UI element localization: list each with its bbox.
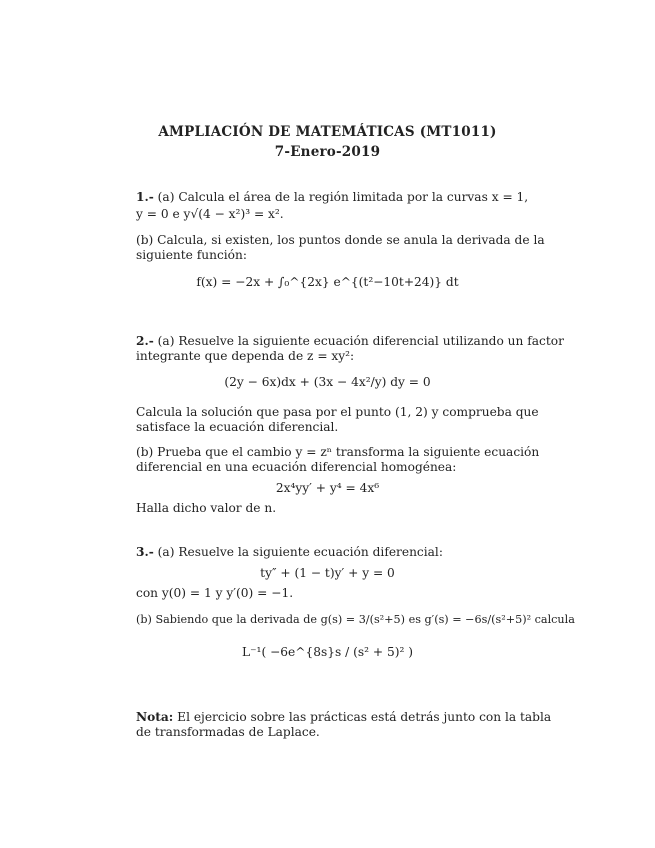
note-label: Nota: [136,710,174,724]
problem2-part-a-line1 [136,334,564,349]
problem3-equation-a: ty″ + (1 − t)y′ + y = 0 [260,566,395,580]
problem3-part-b-line: (b) Sabiendo que la derivada de g(s) = 3/(s²+5) es g′(s) = −6s/(s²+5)² calcula [136,613,575,626]
problem3-equation-b: L⁻¹( −6e^{8s}s / (s² + 5)² ) [242,645,413,659]
problem2-part-a-text1: (a) Resuelve la siguiente ecuación diferencial utilizando un factor [157,334,564,348]
exam-title: AMPLIACIÓN DE MATEMÁTICAS (MT1011) [158,124,497,140]
problem2-text-line2: satisface la ecuación diferencial. [136,420,339,434]
problem2-equation-b: 2x⁴yy′ + y⁴ = 4x⁶ [275,481,380,495]
note-text1: El ejercicio sobre las prácticas está detrás junto con la tabla [177,710,552,724]
problem2-part-b-line1: (b) Prueba que el cambio y = zⁿ transforma la siguiente ecuación [136,445,540,459]
problem1-equation: f(x) = −2x + ∫₀^{2x} e^{(t²−10t+24)} dt [196,275,459,289]
problem3-part-a-text1: (a) Resuelve la siguiente ecuación diferencial: [157,545,443,559]
problem3-conditions: con y(0) = 1 y y′(0) = −1. [136,586,294,600]
exam-date: 7-Enero-2019 [274,144,381,160]
problem1-part-a-line1 [136,190,529,205]
note-line1 [136,710,552,725]
problem1-part-a-text1: (a) Calcula el área de la región limitada por la curvas x = 1, [157,190,529,204]
problem1-part-b-line2: siguiente función: [136,248,247,262]
problem2-text-line1: Calcula la solución que pasa por el punto (1, 2) y comprueba que [136,405,539,419]
problem2-label: 2.- [136,334,154,348]
problem2-part-a-line2: integrante que dependa de z = xy²: [136,349,355,363]
problem1-label: 1.- [136,190,154,204]
problem3-part-a-line1 [136,545,520,560]
problem2-equation-a: (2y − 6x)dx + (3x − 4x²/y) dy = 0 [224,375,431,389]
problem1-part-b-line1: (b) Calcula, si existen, los puntos donde se anula la derivada de la [136,233,545,247]
problem2-part-b-line2: diferencial en una ecuación diferencial homogénea: [136,460,457,474]
note-line2: de transformadas de Laplace. [136,725,320,739]
problem3-label: 3.- [136,545,154,559]
problem1-part-a-line2: y = 0 e y√(4 − x²)³ = x². [136,207,284,221]
problem2-final-line: Halla dicho valor de n. [136,501,277,515]
